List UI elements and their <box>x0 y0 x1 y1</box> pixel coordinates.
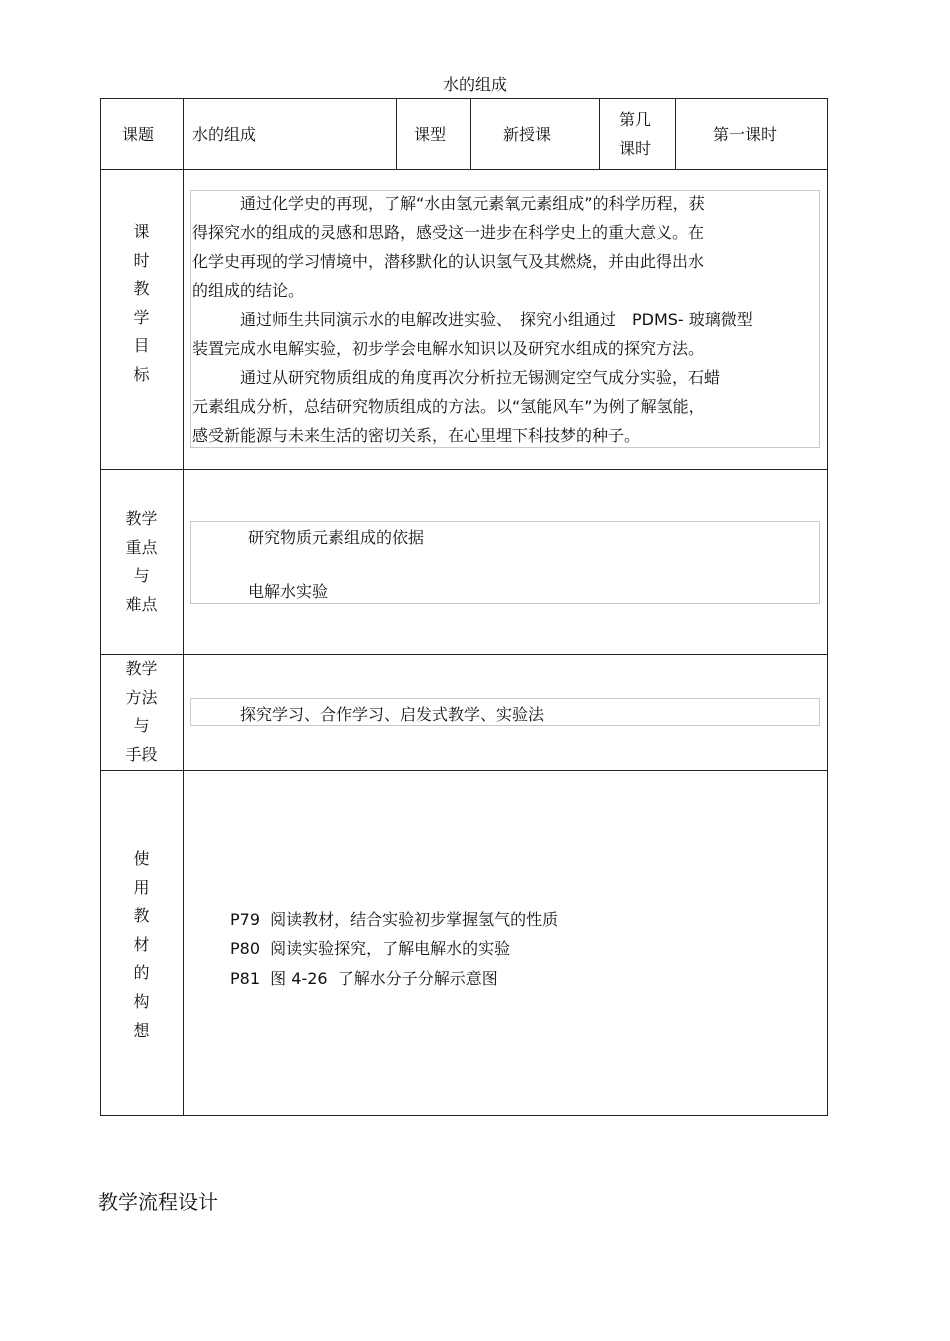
methods-label: 教学 方法 与 手段 <box>125 659 158 764</box>
type-value: 新授课 <box>503 125 552 144</box>
period-label-line1: 第几 <box>619 110 652 129</box>
column-divider <box>599 98 600 169</box>
objectives-line: 元素组成分析，总结研究物质组成的方法。以“氢能风车”为例了解氢能， <box>192 397 705 416</box>
period-label-line2: 课时 <box>619 139 652 158</box>
document-title: 水的组成 <box>442 75 507 94</box>
row-divider <box>100 654 828 655</box>
row-divider <box>100 469 828 470</box>
materials-label: 使 用 教 材 的 构 想 <box>133 849 150 1040</box>
objectives-line: 感受新能源与未来生活的密切关系，在心里埋下科技梦的种子。 <box>192 426 641 445</box>
row-divider <box>100 169 828 170</box>
topic-value: 水的组成 <box>192 125 257 144</box>
materials-item: P79 阅读教材，结合实验初步掌握氢气的性质 <box>230 910 559 929</box>
topic-label: 课题 <box>122 125 155 144</box>
column-divider <box>183 98 184 1116</box>
section-heading: 教学流程设计 <box>98 1190 218 1214</box>
row-divider <box>100 770 828 771</box>
materials-item: P81 图 4-26 了解水分子分解示意图 <box>230 969 498 988</box>
methods-value: 探究学习、合作学习、启发式教学、实验法 <box>240 705 545 724</box>
column-divider <box>470 98 471 169</box>
column-divider <box>396 98 397 169</box>
objectives-line: 化学史再现的学习情境中，潜移默化的认识氢气及其燃烧，并由此得出水 <box>192 252 705 271</box>
key-point-item: 电解水实验 <box>248 582 329 601</box>
key-points-label: 教学 重点 与 难点 <box>125 509 158 614</box>
objectives-line: 通过化学史的再现，了解“水由氢元素氧元素组成”的科学历程，获 <box>240 194 705 213</box>
period-value: 第一课时 <box>713 125 778 144</box>
key-point-item: 研究物质元素组成的依据 <box>248 528 425 547</box>
type-label: 课型 <box>414 125 447 144</box>
objectives-line: 通过从研究物质组成的角度再次分析拉无锡测定空气成分实验，石蜡 <box>240 368 721 387</box>
objectives-line: 的组成的结论。 <box>192 281 305 300</box>
objectives-line: 通过师生共同演示水的电解改进实验、 探究小组通过 PDMS- 玻璃微型 <box>240 310 753 329</box>
objectives-line: 装置完成水电解实验，初步学会电解水知识以及研究水组成的探究方法。 <box>192 339 705 358</box>
column-divider <box>675 98 676 169</box>
objectives-label: 课 时 教 学 目 标 <box>133 222 150 384</box>
objectives-line: 得探究水的组成的灵感和思路，感受这一进步在科学史上的重大意义。在 <box>192 223 705 242</box>
materials-item: P80 阅读实验探究，了解电解水的实验 <box>230 939 511 958</box>
